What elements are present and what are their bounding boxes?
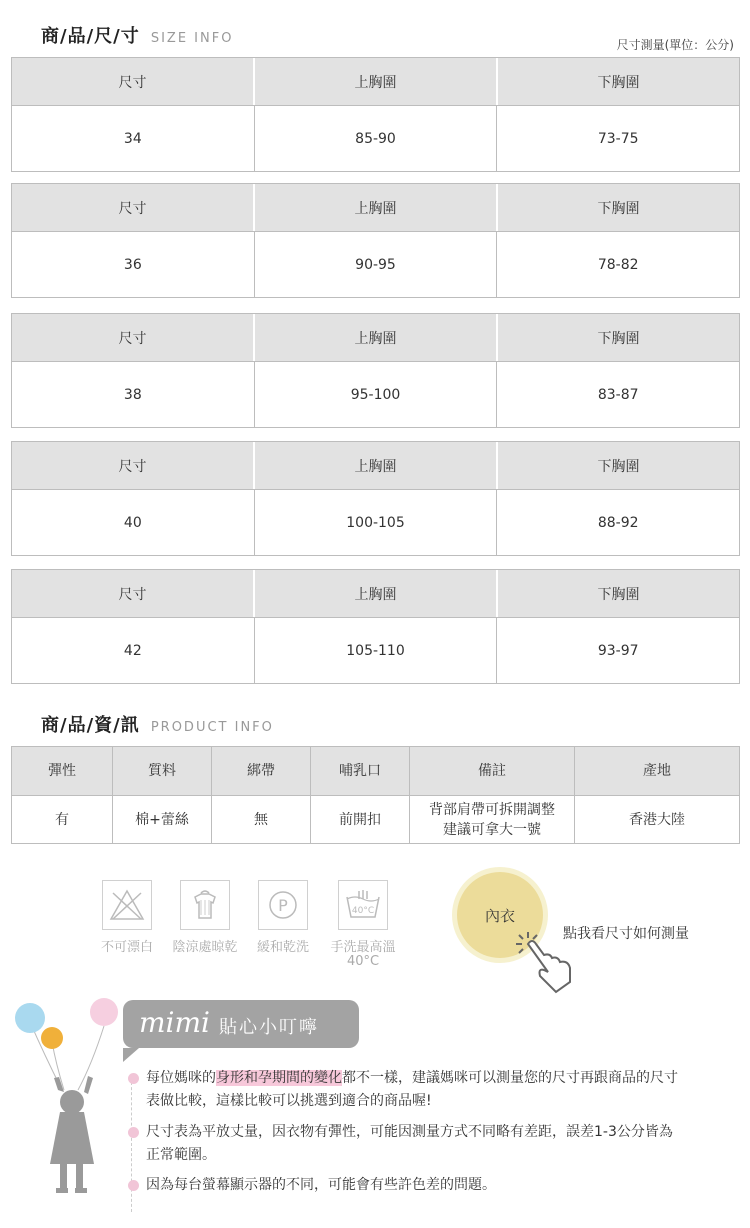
size-table-header-row (12, 570, 739, 617)
tips-brand: mimi (139, 1006, 211, 1039)
cell-underbust: 93-97 (496, 618, 739, 683)
header-origin: 產地 (574, 747, 739, 795)
tip-1-post: 都不一樣，建議媽咪可以測量您的尺寸再跟商品的尺寸 (342, 1070, 678, 1086)
product-section-heading (41, 711, 274, 737)
value-notes-line1: 背部肩帶可拆開調整 (429, 801, 555, 818)
hand-wash-icon (338, 880, 388, 930)
dry-clean-p-letter: P (278, 896, 288, 915)
value-straps: 無 (211, 796, 310, 843)
tip-bullet-1 (128, 1073, 139, 1084)
care-label-hand-wash: 手洗最高溫 (330, 940, 396, 955)
header-nursing-opening: 哺乳口 (310, 747, 409, 795)
tip-1-highlight: 身形和孕期間的變化 (216, 1070, 342, 1086)
tip-1-line-b: 表做比較，這樣比較可以挑選到適合的商品喔! (146, 1093, 432, 1109)
header-underbust: 下胸圍 (496, 314, 739, 361)
value-notes-line2: 建議可拿大一號 (443, 821, 541, 838)
dry-clean-p-icon (258, 880, 308, 930)
tip-1 (146, 1067, 678, 1113)
size-table (11, 313, 740, 428)
tip-1-line-a (146, 1067, 678, 1090)
balloon-girl-illustration (14, 994, 124, 1208)
tip-bullet-2 (128, 1127, 139, 1138)
measure-link[interactable]: 點我看尺寸如何測量 (563, 926, 689, 942)
care-shade-dry (167, 880, 243, 955)
cell-upper-bust: 85-90 (254, 106, 497, 171)
size-table (11, 183, 740, 298)
cell-underbust: 78-82 (496, 232, 739, 297)
tips-title: 貼心小叮嚀 (219, 1017, 319, 1038)
cell-underbust: 83-87 (496, 362, 739, 427)
care-label-no-bleach: 不可漂白 (100, 940, 153, 955)
size-table-header-row (12, 314, 739, 361)
cell-size: 40 (123, 514, 142, 531)
size-table-row (12, 231, 739, 297)
header-underbust: 下胸圍 (496, 570, 739, 617)
header-notes: 備註 (409, 747, 574, 795)
size-table (11, 57, 740, 172)
cell-underbust: 88-92 (496, 490, 739, 555)
unit-note: 尺寸測量(單位：公分) (616, 38, 734, 52)
shade-dry-icon (180, 880, 230, 930)
header-upper-bust: 上胸圍 (253, 314, 496, 361)
header-upper-bust: 上胸圍 (253, 58, 496, 105)
cell-upper-bust: 105-110 (254, 618, 497, 683)
value-elasticity: 有 (55, 811, 69, 828)
size-table-header-row (12, 184, 739, 231)
cell-size: 34 (123, 130, 142, 147)
size-section-heading (41, 22, 233, 48)
header-upper-bust: 上胸圍 (253, 184, 496, 231)
tip-2 (146, 1121, 673, 1167)
size-table (11, 569, 740, 684)
product-section-subtitle: PRODUCT INFO (150, 720, 274, 735)
header-size: 尺寸 (118, 200, 147, 217)
care-label-temp: 40°C (346, 954, 380, 969)
size-table-header-row (12, 442, 739, 489)
tips-divider (131, 1082, 132, 1212)
measure-circle-label: 內衣 (457, 872, 543, 958)
no-bleach-icon (102, 880, 152, 930)
cell-upper-bust: 95-100 (254, 362, 497, 427)
tips-banner-tail (123, 1048, 139, 1062)
size-table-row (12, 105, 739, 171)
size-table-header-row (12, 58, 739, 105)
cell-size: 36 (123, 256, 142, 273)
care-label-shade-dry: 陰涼處晾乾 (172, 940, 238, 955)
header-size: 尺寸 (118, 330, 147, 347)
cell-underbust: 73-75 (496, 106, 739, 171)
cell-upper-bust: 100-105 (254, 490, 497, 555)
care-label-gentle-dryclean: 緩和乾洗 (256, 940, 309, 955)
size-table-row (12, 489, 739, 555)
size-section-title: 商/品/尺/寸 (41, 26, 140, 47)
header-underbust: 下胸圍 (496, 442, 739, 489)
cell-size: 38 (123, 386, 142, 403)
product-header-row (12, 747, 739, 795)
tips-banner (123, 1000, 359, 1048)
size-table-row (12, 617, 739, 683)
header-size: 尺寸 (118, 458, 147, 475)
size-table-row (12, 361, 739, 427)
header-underbust: 下胸圍 (496, 184, 739, 231)
value-notes (409, 796, 574, 843)
hand-wash-temp-mark: 40°C (351, 906, 375, 916)
product-value-row (12, 795, 739, 843)
value-origin: 香港大陸 (574, 796, 739, 843)
product-section-title: 商/品/資/訊 (41, 715, 140, 736)
care-no-bleach (96, 880, 158, 955)
tip-3: 因為每台螢幕顯示器的不同，可能會有些許色差的問題。 (146, 1177, 496, 1193)
product-info-table (11, 746, 740, 844)
header-elasticity: 彈性 (48, 763, 76, 779)
header-size: 尺寸 (118, 74, 147, 91)
value-material: 棉+蕾絲 (112, 796, 211, 843)
size-section-subtitle: SIZE INFO (150, 31, 234, 46)
size-table (11, 441, 740, 556)
tip-2-line-a: 尺寸表為平放丈量，因衣物有彈性，可能因測量方式不同略有差距，誤差1-3公分皆為 (146, 1124, 673, 1140)
tip-bullet-3 (128, 1180, 139, 1191)
cell-size: 42 (123, 642, 142, 659)
care-gentle-dryclean (252, 880, 314, 955)
cell-upper-bust: 90-95 (254, 232, 497, 297)
value-nursing-opening: 前開扣 (310, 796, 409, 843)
header-upper-bust: 上胸圍 (253, 442, 496, 489)
header-material: 質料 (112, 747, 211, 795)
tip-1-pre: 每位媽咪的 (146, 1070, 216, 1086)
header-upper-bust: 上胸圍 (253, 570, 496, 617)
care-hand-wash (326, 880, 400, 969)
header-underbust: 下胸圍 (496, 58, 739, 105)
header-size: 尺寸 (118, 586, 147, 603)
tip-2-line-b: 正常範圍。 (146, 1147, 216, 1163)
header-straps: 綁帶 (211, 747, 310, 795)
